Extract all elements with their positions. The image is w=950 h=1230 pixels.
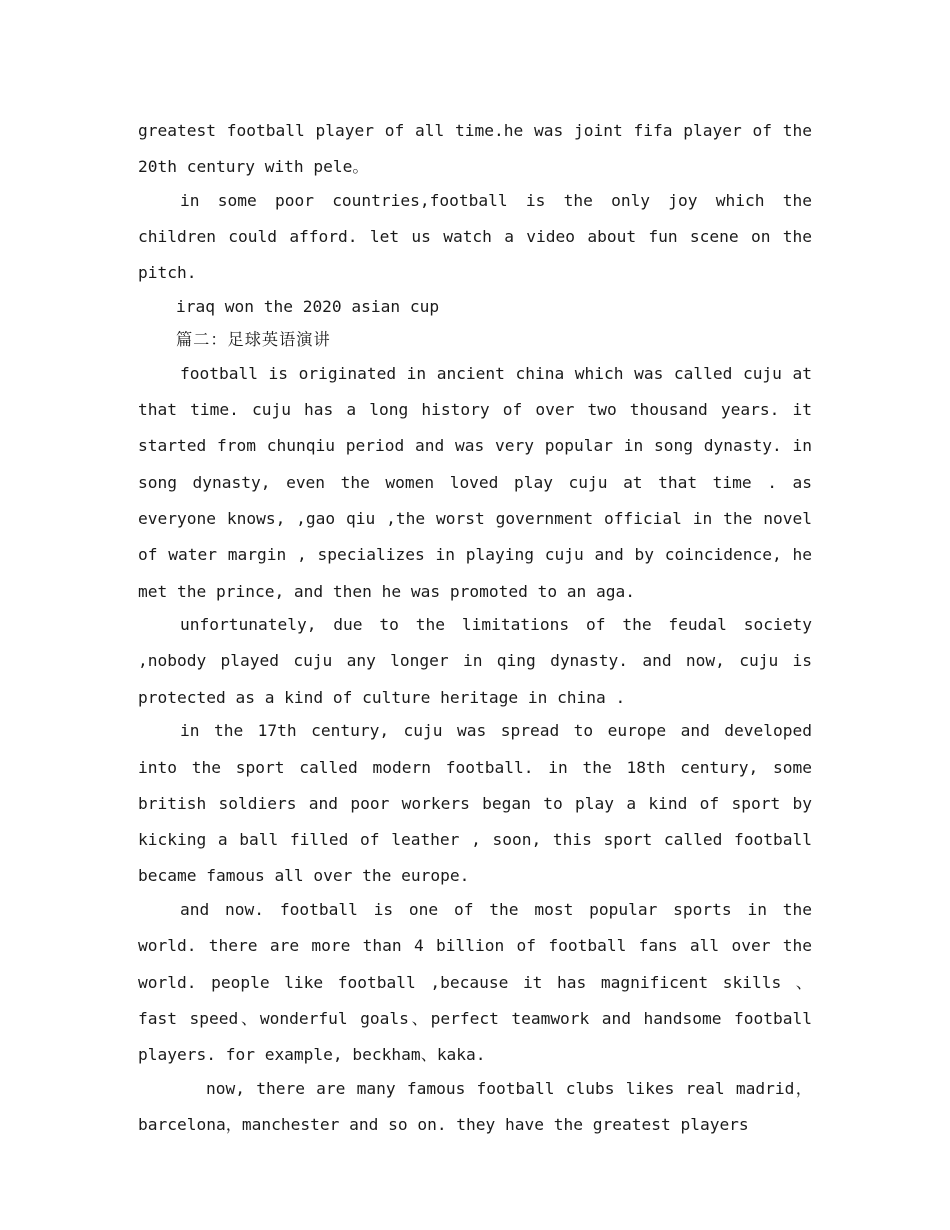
- section-heading: 篇二：足球英语演讲: [176, 330, 331, 350]
- paragraph-17th-century: in the 17th century, cuju was spread to europe and developed into the sport called modern football. in the 18th century, some british soldiers and poor workers began to play a kind of sport by kicking a ball filled of leather , soon, this sport called football became famous all over the europe.: [138, 721, 812, 886]
- paragraph-pele: greatest football player of all time.he was joint fifa player of the 20th century with pele。: [138, 121, 812, 177]
- paragraph-iraq: iraq won the 2020 asian cup: [176, 296, 440, 316]
- paragraph-feudal-society: unfortunately, due to the limitations of the feudal society ,nobody played cuju any longer in qing dynasty. and now, cuju is protected as a kind of culture heritage in china .: [138, 615, 812, 707]
- paragraph-popularity: and now. football is one of the most popular sports in the world. there are more than 4 billion of football fans all over the world. people like football ,because it has magnificent skills 、 fast speed、wonderful goals、perfect teamwork and handsome football players. for example, beckham、kaka.: [138, 899, 812, 1065]
- paragraph-poor-countries: in some poor countries,football is the only joy which the children could afford. let us watch a video about fun scene on the pitch.: [138, 190, 812, 283]
- paragraph-clubs: now, there are many famous football clubs likes real madrid，barcelona，manchester and so on. they have the greatest players: [138, 1078, 812, 1134]
- paragraph-cuju-origin: football is originated in ancient china which was called cuju at that time. cuju has a long history of over two thousand years. it started from chunqiu period and was very popular in song dynasty. in song dynasty, even the women loved play cuju at that time . as everyone knows, ,gao qiu ,the worst government official in the novel of water margin , specializes in playing cuju and by coincidence, he met the prince, and then he was promoted to an aga.: [138, 363, 812, 601]
- document-body: [138, 113, 812, 1140]
